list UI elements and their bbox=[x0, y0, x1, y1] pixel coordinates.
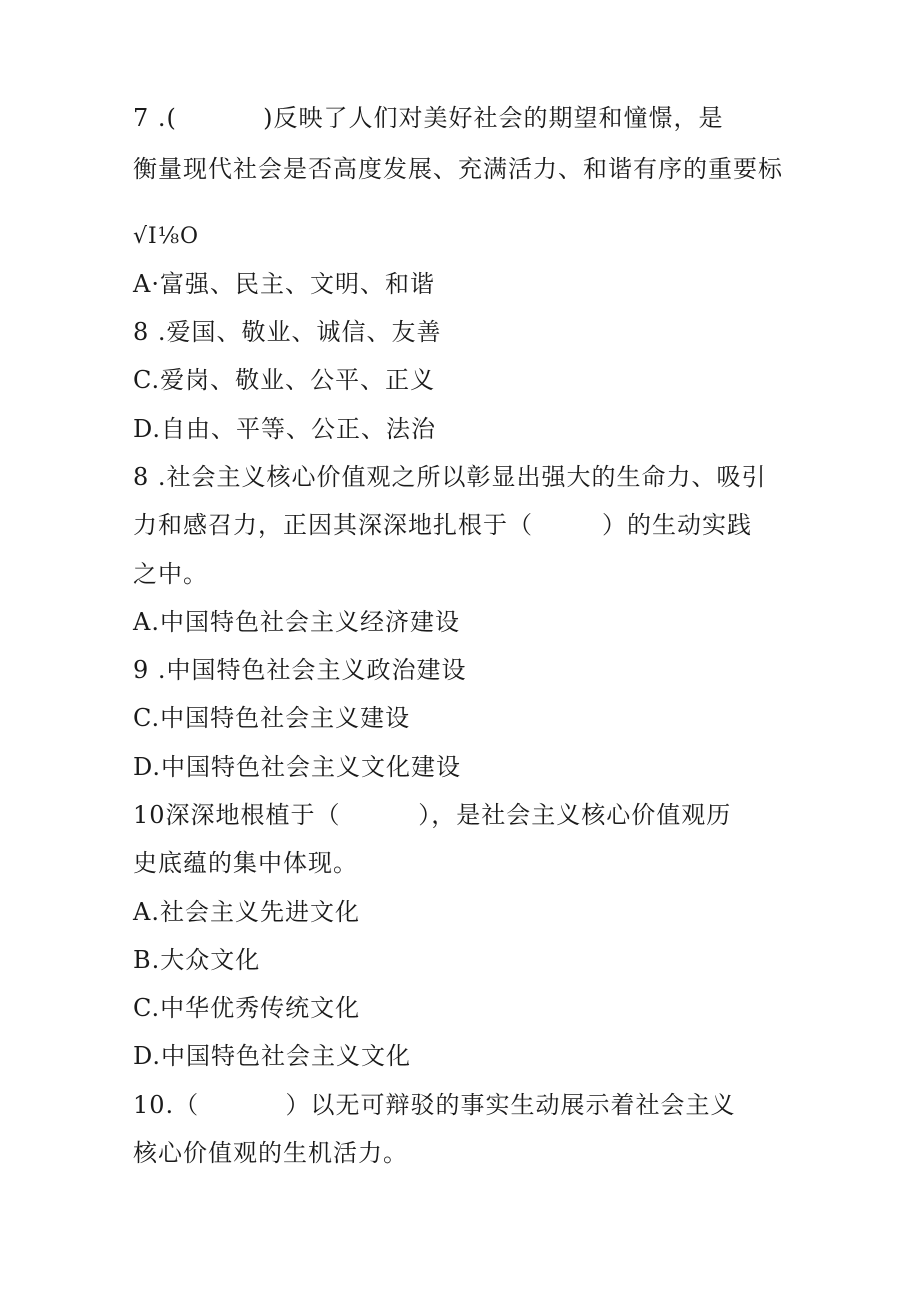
question-7-stem-line-3: √I⅛O bbox=[133, 224, 200, 249]
question-8-option-b: 9 .中国特色社会主义政治建设 bbox=[133, 656, 467, 684]
question-8-stem-line-1: 8 .社会主义核心价值观之所以彰显出强大的生命力、吸引 bbox=[133, 463, 767, 491]
question-7-option-c: C.爱岗、敬业、公平、正义 bbox=[133, 366, 436, 394]
question-9-option-d: D.中国特色社会主义文化 bbox=[133, 1042, 412, 1070]
question-8-stem-line-2: 力和感召力，正因其深深地扎根于（ ）的生动实践 bbox=[133, 511, 753, 539]
question-7-option-a: A·富强、民主、文明、和谐 bbox=[133, 270, 435, 298]
question-7-option-d: D.自由、平等、公正、法治 bbox=[133, 415, 437, 443]
question-7-stem-line-1: 7 .( )反映了人们对美好社会的期望和憧憬，是 bbox=[133, 104, 724, 132]
question-9-option-a: A.社会主义先进文化 bbox=[133, 898, 360, 926]
question-7-option-b: 8 .爱国、敬业、诚信、友善 bbox=[133, 318, 442, 346]
question-7-stem-line-2: 衡量现代社会是否高度发展、充满活力、和谐有序的重要标 bbox=[133, 155, 783, 183]
question-9-option-c: C.中华优秀传统文化 bbox=[133, 994, 361, 1022]
question-8-stem-line-3: 之中。 bbox=[133, 560, 208, 588]
question-9-stem-line-2: 史底蕴的集中体现。 bbox=[133, 849, 358, 877]
question-10-stem-line-2: 核心价值观的生机活力。 bbox=[133, 1139, 408, 1167]
question-10-stem-line-1: 10.（ ）以无可辩驳的事实生动展示着社会主义 bbox=[133, 1091, 736, 1119]
question-8-option-c: C.中国特色社会主义建设 bbox=[133, 704, 411, 732]
question-9-option-b: B.大众文化 bbox=[133, 946, 261, 974]
question-8-option-d: D.中国特色社会主义文化建设 bbox=[133, 753, 462, 781]
question-9-stem-line-1: 10深深地根植于（ ），是社会主义核心价值观历 bbox=[133, 801, 732, 829]
question-8-option-a: A.中国特色社会主义经济建设 bbox=[133, 608, 460, 636]
